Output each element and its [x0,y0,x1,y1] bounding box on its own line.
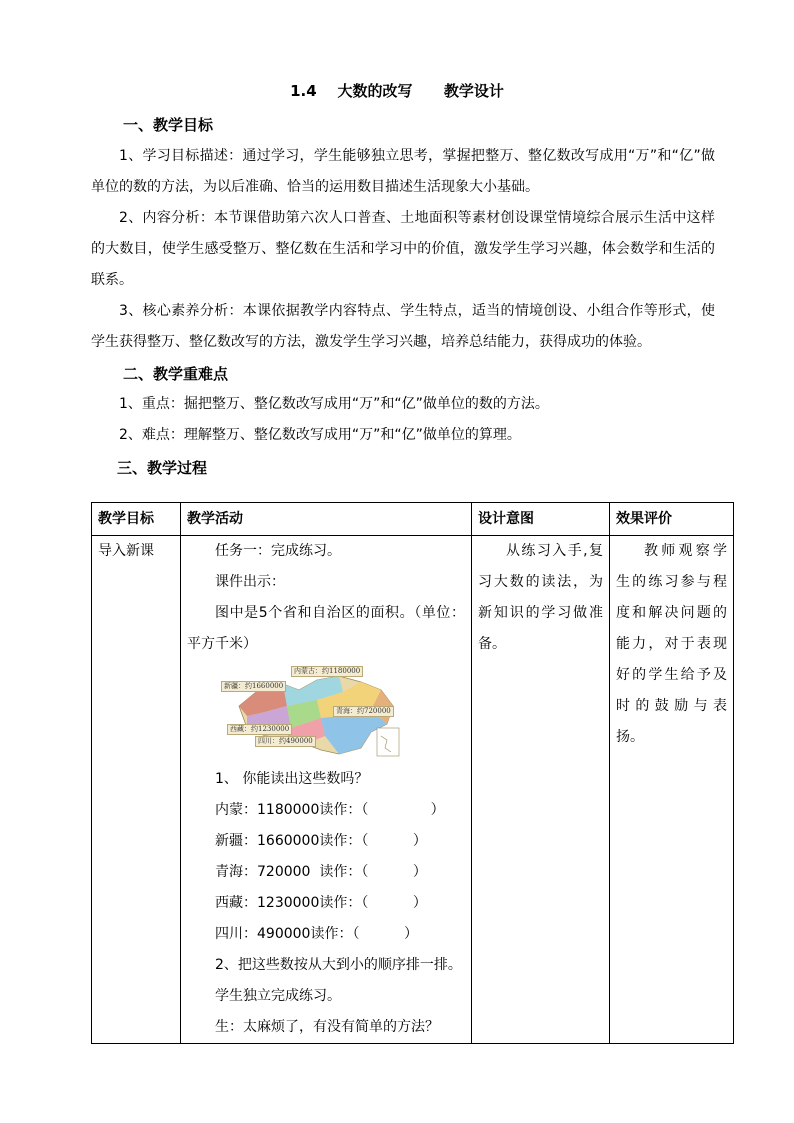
table-header-row [92,503,734,536]
cell-intent [472,536,610,1044]
read-line-sichuan: 四川：490000读作：（ ） [215,926,418,942]
goals-paragraph-2: 2、内容分析：本节课借助第六次人口普查、土地面积等素材创设课堂情境综合展示生活中这样的大数目，使学生感受整万、整亿数在生活和学习中的价值，激发学生学习兴趣，体会数学和生活的联系。 [91,210,715,288]
intent-text: 从练习入手,复习大数的读法，为新知识的学习做准备。 [478,543,603,652]
activity-question-2: 2、把这些数按从大到小的顺序排一排。 [215,957,462,973]
read-line-qinghai: 青海：720000 读作：（ ） [215,864,427,880]
read-line-xinjiang: 新疆：1660000读作：（ ） [215,833,427,849]
read-line-inner-mongolia: 内蒙：1180000读作：（ ） [215,802,445,818]
header-intent: 设计意图 [472,503,610,536]
map-label-xinjiang: 新疆：约1660000 [221,681,286,692]
section-heading-process: 三、教学过程 [117,459,208,477]
activity-question-1: 1、 你能读出这些数吗？ [215,771,369,787]
section-heading-key-points: 二、教学重难点 [123,365,229,383]
header-goal: 教学目标 [92,503,181,536]
page-title: 1.4 大数的改写 教学设计 [290,82,504,100]
map-label-sichuan: 四川：约490000 [255,736,316,747]
key-point-2: 2、难点：理解整万、整亿数改写成用“万”和“亿”做单位的算理。 [119,427,521,443]
activity-show: 课件出示： [215,574,285,590]
cell-evaluation [610,536,734,1044]
activity-figure-text: 图中是5个省和自治区的面积。（单位：平方千米） [187,605,465,652]
header-evaluation: 效果评价 [610,503,734,536]
province-area-map [221,666,405,760]
read-line-tibet: 西藏：1230000读作：（ ） [215,895,427,911]
activity-student-response: 生：太麻烦了，有没有简单的方法？ [215,1019,439,1035]
activity-task: 任务一：完成练习。 [215,543,341,559]
goals-paragraph-3: 3、核心素养分析：本课依据教学内容特点、学生特点，适当的情境创设、小组合作等形式，使学生获得整万、整亿数改写的方法，激发学生学习兴趣，培养总结能力，获得成功的体验。 [91,303,715,350]
lesson-table [91,502,734,1044]
activity-independent: 学生独立完成练习。 [215,988,341,1004]
cell-goal: 导入新课 [92,536,181,1044]
map-label-inner-mongolia: 内蒙古：约1180000 [291,666,363,677]
map-label-tibet: 西藏：约1230000 [227,724,292,735]
header-activity: 教学活动 [181,503,472,536]
table-row [92,536,734,1044]
cell-activity [181,536,472,1044]
key-point-1: 1、重点：掘把整万、整亿数改写成用“万”和“亿”做单位的数的方法。 [119,396,549,412]
map-label-qinghai: 青海：约720000 [333,706,394,717]
evaluation-text: 教师观察学生的练习参与程度和解决问题的能力，对于表现好的学生给予及时的鼓励与表扬。 [616,543,727,745]
section-heading-goals: 一、教学目标 [123,116,214,134]
goals-paragraph-1: 1、学习目标描述：通过学习，学生能够独立思考，掌握把整万、整亿数改写成用“万”和“亿”做单位的数的方法，为以后准确、恰当的运用数目描述生活现象大小基础。 [91,148,715,195]
